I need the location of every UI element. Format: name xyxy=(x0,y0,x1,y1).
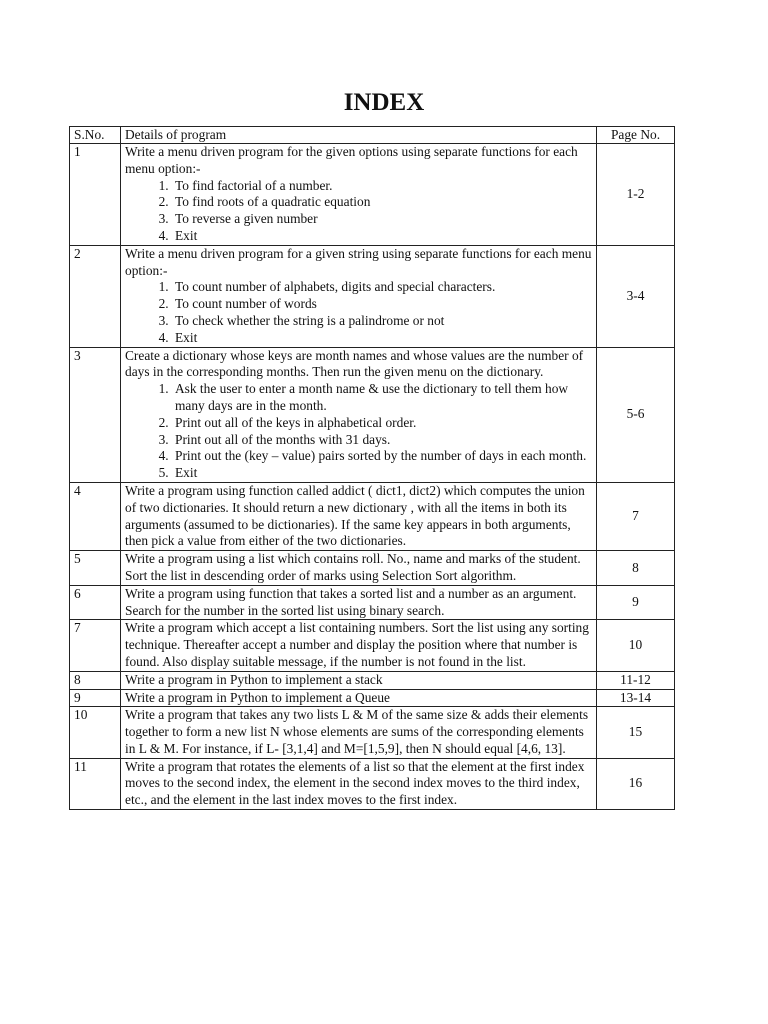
row-details xyxy=(121,482,597,550)
menu-option: 2. To find roots of a quadratic equation xyxy=(172,194,592,211)
row-sno: 2 xyxy=(70,245,121,347)
table-row xyxy=(70,620,675,671)
row-details xyxy=(121,144,597,246)
row-sno: 6 xyxy=(70,585,121,620)
row-description: Write a program that takes any two lists L & M of the same size & adds their elements together to form a new list N whose elements are sums of the corresponding elements in L & M. For instance, if L- [3,1,4] and M=[1,5,9], then N should equal [4,6, 13]. xyxy=(125,707,589,756)
row-page-number: 9 xyxy=(597,585,675,620)
table-row xyxy=(70,689,675,707)
row-description: Write a menu driven program for the given options using separate functions for each menu option:- xyxy=(125,144,578,176)
menu-options-list xyxy=(125,178,592,245)
row-sno: 4 xyxy=(70,482,121,550)
row-sno: 7 xyxy=(70,620,121,671)
table-row xyxy=(70,551,675,586)
row-description: Write a program that rotates the elements of a list so that the element at the first index moves to the second index, the element in the second index moves to the third index, etc., and the element in the last index moves to the first index. xyxy=(125,758,585,808)
page-title: INDEX xyxy=(343,89,425,116)
row-description: Write a program using function called addict ( dict1, dict2) which computes the union of two dictionaries. It should return a new dictionary , with all the items in both its arguments (assumed to be dictionaries). If the same key appears in both arguments, then pick a value from either of the two dictionaries. xyxy=(125,482,585,549)
header-page: Page No. xyxy=(597,127,675,144)
row-description: Write a program in Python to implement a stack xyxy=(125,671,383,687)
row-description: Write a program using function that takes a sorted list and a number as an argument. Search for the number in the sorted list using binary search. xyxy=(125,585,577,618)
row-page-number: 13-14 xyxy=(597,689,675,707)
row-page-number: 5-6 xyxy=(597,347,675,482)
menu-option: 3. Print out all of the months with 31 days. xyxy=(172,432,592,449)
row-page-number: 16 xyxy=(597,758,675,809)
row-page-number: 7 xyxy=(597,482,675,550)
row-details xyxy=(121,245,597,347)
row-description: Write a menu driven program for a given string using separate functions for each menu option:- xyxy=(125,245,592,278)
menu-option: 4. Exit xyxy=(172,228,592,245)
row-page-number: 11-12 xyxy=(597,671,675,689)
row-details xyxy=(121,689,597,707)
row-description: Write a program using a list which contains roll. No., name and marks of the student. Sort the list in descending order of marks using Selection Sort algorithm. xyxy=(125,551,581,583)
table-row xyxy=(70,671,675,689)
table-row xyxy=(70,758,675,809)
row-page-number: 15 xyxy=(597,707,675,758)
header-sno: S.No. xyxy=(70,127,121,144)
menu-option: 4. Exit xyxy=(172,330,592,347)
row-description: Write a program in Python to implement a Queue xyxy=(125,689,390,705)
row-page-number: 8 xyxy=(597,551,675,586)
row-sno: 11 xyxy=(70,758,121,809)
menu-option: 5. Exit xyxy=(172,465,592,482)
table-row xyxy=(70,144,675,246)
menu-option: 2. Print out all of the keys in alphabetical order. xyxy=(172,415,592,432)
row-description: Create a dictionary whose keys are month names and whose values are the number of days in the corresponding months. Then run the given menu on the dictionary. xyxy=(125,347,584,380)
header-details: Details of program xyxy=(121,127,597,144)
row-page-number: 10 xyxy=(597,620,675,671)
row-sno: 10 xyxy=(70,707,121,758)
menu-option: 4. Print out the (key – value) pairs sorted by the number of days in each month. xyxy=(172,448,592,465)
table-row xyxy=(70,707,675,758)
menu-option: 3. To check whether the string is a palindrome or not xyxy=(172,313,592,330)
row-details xyxy=(121,758,597,809)
row-sno: 5 xyxy=(70,551,121,586)
row-sno: 9 xyxy=(70,689,121,707)
row-details xyxy=(121,585,597,620)
menu-option: 1. To count number of alphabets, digits and special characters. xyxy=(172,279,592,296)
row-sno: 8 xyxy=(70,671,121,689)
menu-option: 1. To find factorial of a number. xyxy=(172,178,592,195)
row-details xyxy=(121,620,597,671)
menu-option: 3. To reverse a given number xyxy=(172,211,592,228)
row-page-number: 1-2 xyxy=(597,144,675,246)
menu-options-list xyxy=(125,381,592,482)
menu-options-list xyxy=(125,279,592,346)
table-row xyxy=(70,245,675,347)
row-details xyxy=(121,707,597,758)
menu-option: 1. Ask the user to enter a month name & use the dictionary to tell them how many days are in the month. xyxy=(172,381,592,415)
row-sno: 3 xyxy=(70,347,121,482)
row-description: Write a program which accept a list containing numbers. Sort the list using any sorting technique. Thereafter accept a number and display the position where that number is found. Also display suitable message, if the number is not found in the list. xyxy=(125,620,589,669)
header-row xyxy=(70,127,675,144)
row-sno: 1 xyxy=(70,144,121,246)
index-table xyxy=(69,126,675,810)
table-row xyxy=(70,347,675,482)
row-details xyxy=(121,347,597,482)
table-row xyxy=(70,585,675,620)
row-details xyxy=(121,671,597,689)
table-row xyxy=(70,482,675,550)
index-body xyxy=(70,144,675,810)
menu-option: 2. To count number of words xyxy=(172,296,592,313)
row-page-number: 3-4 xyxy=(597,245,675,347)
row-details xyxy=(121,551,597,586)
